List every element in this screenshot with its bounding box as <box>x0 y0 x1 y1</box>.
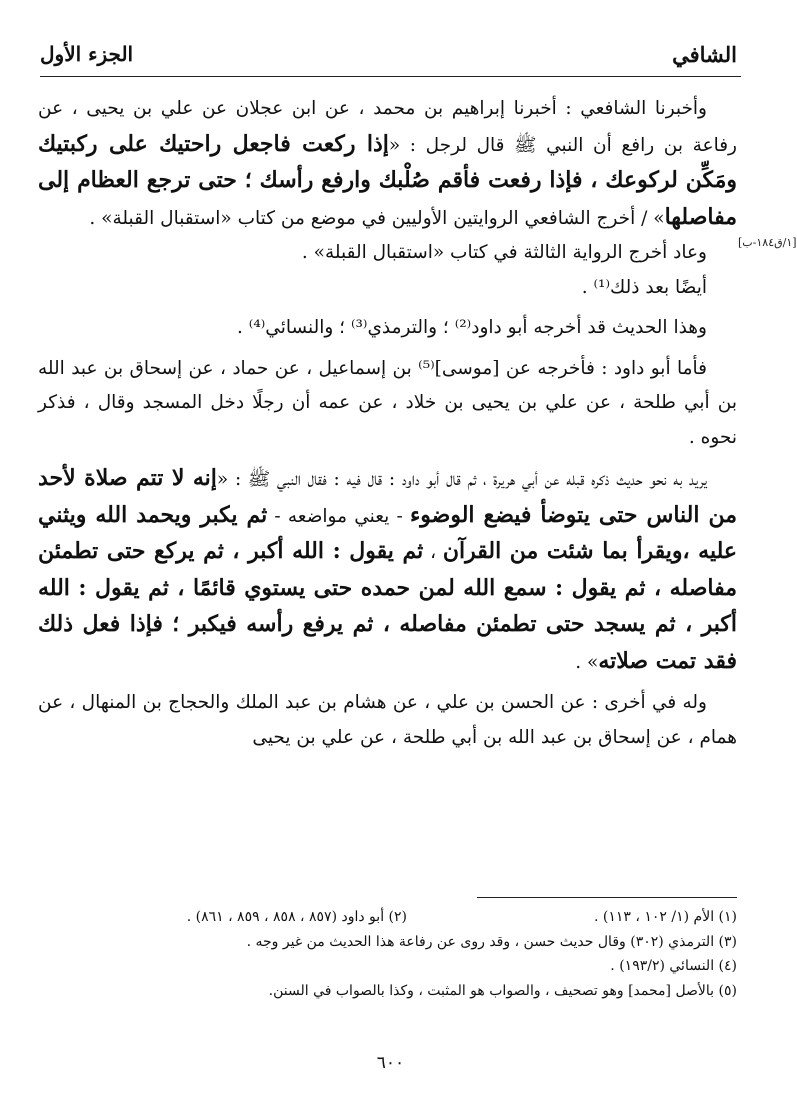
text-run: يريد به نحو حديث ذكره قبله عن أبي هريرة ، ثم قال أبو داود : قال فيه : فقال النبي ﷺ : « <box>216 469 707 490</box>
hadith-quote: ثم يقول : الله أكبر ، ثم يركع حتى تطمئن مفاصله ، ثم يقول : سمع الله لمن حمده حتى يستوي قائمًا ، ثم يقول : الله أكبر ، ثم يسجد حتى تطمئن مفاصله ، ثم يرفع رأسه فيكبر ؛ فإذا فعل ذلك فقد تمت صلاته <box>38 538 737 674</box>
text-run: - يعني مواضعه - <box>267 505 410 527</box>
hadith-quote: إنه لا تتم صلاة لأحد من الناس حتى يتوضأ فيضع الوضوء <box>38 465 737 528</box>
manuscript-folio-note: [١/ق١٨٤-ب] <box>738 236 797 249</box>
text-run: فأما أبو داود : فأخرجه عن [موسى]⁽⁵⁾ بن إسماعيل ، عن حماد ، عن إسحاق بن عبد الله بن أبي طلحة ، عن علي بن يحيى بن خلاد ، عن عمه أن رجلًا دخل المسجد وقال ، فذكر نحوه . <box>38 357 737 448</box>
text-run: وأخبرنا الشافعي : أخبرنا إبراهيم بن محمد ، عن ابن عجلان عن علي بن يحيى ، عن رفاعة بن رافع أن النبي ﷺ قال لرجل : « <box>38 98 737 156</box>
page-number: ٦٠٠ <box>376 1053 405 1073</box>
paragraph-7 <box>38 686 737 755</box>
footnote-3: (٣) الترمذي (٣٠٢) وقال حديث حسن ، وقد روى عن رفاعة هذا الحديث من غير وجه . <box>246 933 737 950</box>
text-run: ، <box>423 542 443 563</box>
main-text <box>38 92 737 755</box>
footnote-2: (٢) أبو داود (٨٥٧ ، ٨٥٨ ، ٨٥٩ ، ٨٦١) . <box>186 909 407 925</box>
text-run: وله في أخرى : عن الحسن بن علي ، عن هشام بن عبد الملك والحجاج بن المنهال ، عن همام ، عن إسحاق بن عبد الله بن أبي طلحة ، عن علي بن يحيى <box>38 692 737 748</box>
hadith-quote: ثم يكبر ويحمد الله ويثني عليه ،ويقرأ بما شئت من القرآن <box>38 501 737 564</box>
footnote-rule <box>477 897 737 898</box>
text-run: وهذا الحديث قد أخرجه أبو داود⁽²⁾ ؛ والترمذي⁽³⁾ ؛ والنسائي⁽⁴⁾ . <box>237 317 707 338</box>
footnote-1: (١) الأم (١/ ١٠٢ ، ١١٣) . <box>594 909 737 925</box>
text-run: » . <box>575 651 599 673</box>
footnotes <box>38 905 737 1003</box>
paragraph-3 <box>38 271 737 306</box>
footnote-row <box>38 905 737 930</box>
text-run: أيضًا بعد ذلك⁽¹⁾ . <box>581 276 707 298</box>
book-title: الشافي <box>672 42 737 67</box>
paragraph-5 <box>38 352 737 456</box>
paragraph-2 <box>38 236 737 271</box>
footnote-4: (٤) النسائي (١٩٣/٢) . <box>610 958 737 974</box>
paragraph-4 <box>38 311 737 346</box>
paragraph-6 <box>38 461 737 680</box>
text-run: » / أخرج الشافعي الروايتين الأوليين في موضع من كتاب «استقبال القبلة» . <box>89 207 665 229</box>
running-header <box>40 42 737 72</box>
header-rule <box>40 76 741 77</box>
footnote-5: (٥) بالأصل [محمد] وهو تصحيف ، والصواب هو المثبت ، وكذا بالصواب في السنن. <box>268 982 737 999</box>
volume-label: الجزء الأول <box>40 42 134 66</box>
hadith-quote: إذا ركعت فاجعل راحتيك على ركبتيك ومَكِّن لركوعك ، فإذا رفعت فأقم صُلْبك وارفع رأسك ؛ حتى ترجع العظام إلى مفاصلها <box>38 130 737 230</box>
text-run: وعاد أخرج الرواية الثالثة في كتاب «استقبال القبلة» . <box>301 242 707 263</box>
paragraph-1 <box>38 92 737 236</box>
